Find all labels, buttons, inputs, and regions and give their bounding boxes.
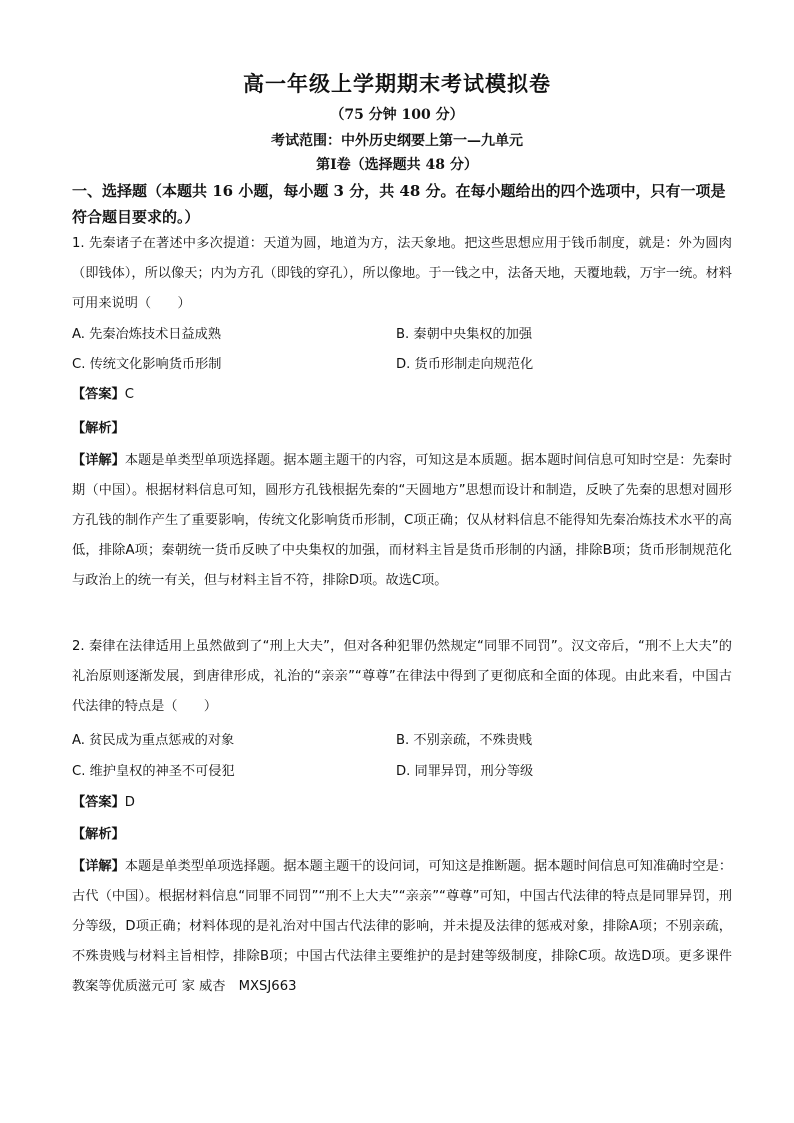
question-1-option-c: C. 传统文化影响货币形制 xyxy=(72,357,222,372)
exam-duration: （75 分钟 100 分） xyxy=(330,107,464,123)
question-2-answer xyxy=(72,788,135,818)
answer-value: C xyxy=(124,387,134,402)
question-1-detail xyxy=(72,446,732,596)
exam-title: 高一年级上学期期末考试模拟卷 xyxy=(243,71,551,96)
question-1-option-a: A. 先秦冶炼技术日益成熟 xyxy=(72,327,222,342)
detail-text: 本题是单类型单项选择题。据本题主题干的内容，可知这是本质题。据本题时间信息可知时空是：先秦时期（中国）。根据材料信息可知，圆形方孔钱根据先秦的“天圆地方”思想而设计和制造，反映了先秦的思想对圆形方孔钱的制作产生了重要影响，传统文化影响货币形制，C项正确；仅从材料信息不能得知先秦冶炼技术水平的高低，排除A项；秦朝统一货币反映了中央集权的加强，而材料主旨是货币形制的内涵，排除B项；货币形制规范化与政治上的统一有关，但与材料主旨不符，排除D项。故选C项。 xyxy=(72,453,733,588)
question-2-detail xyxy=(72,852,732,1002)
question-1-stem: 1. 先秦诸子在著述中多次提道：天道为圆，地道为方，法天象地。把这些思想应用于钱币制度，就是：外为圆肉（即钱体），所以像天；内为方孔（即钱的穿孔），所以像地。于一钱之中，法备天地，天覆地载，万宇一统。材料可用来说明（ ） xyxy=(72,236,732,311)
question-2-option-a: A. 贫民成为重点惩戒的对象 xyxy=(72,733,235,748)
question-2-stem: 2. 秦律在法律适用上虽然做到了“刑上大夫”，但对各种犯罪仍然规定“同罪不同罚”。汉文帝后，“刑不上大夫”的礼治原则逐渐发展，到唐律形成，礼治的“亲亲”“尊尊”在律法中得到了更彻底和全面的体现。由此来看，中国古代法律的特点是（ ） xyxy=(72,639,732,714)
detail-label: 【详解】 xyxy=(72,859,125,874)
question-1-option-b: B. 秦朝中央集权的加强 xyxy=(396,327,533,342)
answer-value: D xyxy=(124,795,135,810)
question-1-option-d: D. 货币形制走向规范化 xyxy=(396,357,534,372)
question-2-option-c: C. 维护皇权的神圣不可侵犯 xyxy=(72,764,235,779)
section-heading: 一、选择题（本题共 16 小题，每小题 3 分，共 48 分。在每小题给出的四个选项中，只有一项是符合题目要求的。） xyxy=(72,182,726,226)
question-1-answer xyxy=(72,380,134,410)
analysis-label: 【解析】 xyxy=(72,827,125,842)
question-2-option-d: D. 同罪异罚，刑分等级 xyxy=(396,764,534,779)
question-2-option-b: B. 不别亲疏，不殊贵贱 xyxy=(396,733,533,748)
answer-label: 【答案】 xyxy=(72,795,125,810)
exam-scope: 考试范围：中外历史纲要上第一—九单元 xyxy=(271,133,523,149)
detail-text: 本题是单类型单项选择题。据本题主题干的设问词，可知这是推断题。据本题时间信息可知准确时空是：古代（中国）。根据材料信息“同罪不同罚”“刑不上大夫”“亲亲”“尊尊”可知，中国古代法律的特点是同罪异罚，刑分等级，D项正确；材料体现的是礼治对中国古代法律的影响，并未提及法律的惩戒对象，排除A项；不别亲疏，不殊贵贱与材料主旨相悖，排除B项；中国古代法律主要维护的是封建等级制度，排除C项。故选D项。更多课件教案等优质滋元可 家 威杏 MXSJ663 xyxy=(72,859,733,994)
detail-label: 【详解】 xyxy=(72,453,125,468)
answer-label: 【答案】 xyxy=(72,387,125,402)
analysis-label: 【解析】 xyxy=(72,421,125,436)
exam-part-heading: 第Ⅰ卷（选择题共 48 分） xyxy=(316,157,478,173)
question-2-analysis-label xyxy=(72,820,125,850)
question-1-analysis-label xyxy=(72,414,125,444)
